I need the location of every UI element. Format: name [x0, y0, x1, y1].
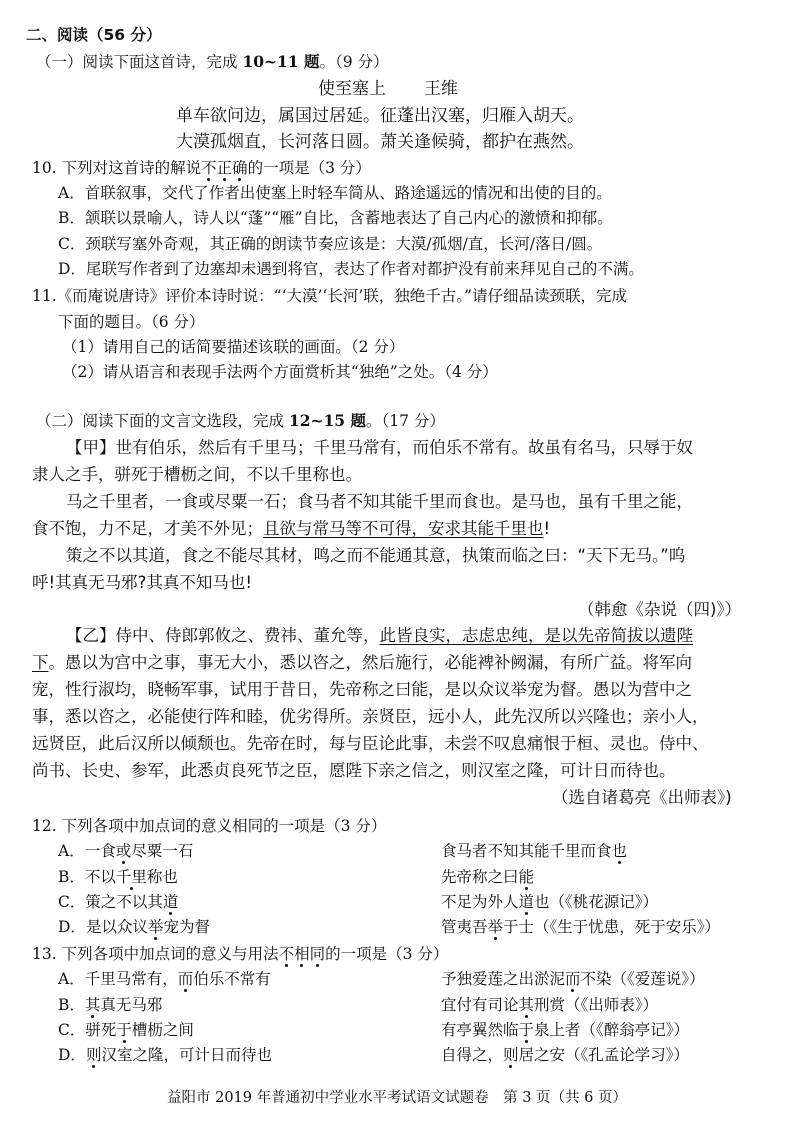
passage-jia-line-1: 【甲】世有伯乐，然后有千里马；千里马常有，而伯乐不常有。故虽有名马，只辱于奴	[66, 438, 693, 457]
q12-row-a: A．一食或尽粟一石 食马者不知其能千里而食也	[58, 842, 628, 860]
q10-option-b: B．颔联以景喻人，诗人以“蓬”“雁”自比，含蓄地表达了自己内心的激愤和抑郁。	[58, 209, 613, 227]
page-footer: 益阳市 2019 年普通初中学业水平考试语文试题卷 第 3 页（共 6 页）	[166, 1090, 627, 1106]
poem-title: 使至塞上	[318, 79, 386, 99]
passage-yi-line-5: 远贤臣，此后汉所以倾颓也。先帝在时，每与臣论此事，未尝不叹息痛恨于桓、灵也。侍中、	[32, 734, 709, 753]
q12-row-c: C．策之不以其道 不足为外人道也（《桃花源记》）	[58, 893, 659, 911]
q12-stem: 12. 下列各项中加点词的意义相同的一项是（3 分）	[32, 817, 387, 835]
q12-row-d: D．是以众议举宠为督 管夷吾举于士（《生于忧患，死于安乐》）	[58, 918, 721, 936]
section-title: 二、阅读（56 分）	[26, 26, 162, 44]
q11-stem-line-2: 下面的题目。（6 分）	[58, 313, 205, 331]
passage-yi-source: （选自诸葛亮《出师表》)	[552, 788, 732, 807]
part1-heading: （一）阅读下面这首诗，完成 10~11 题。（9 分）	[36, 52, 389, 71]
passage-yi-line-1: 【乙】侍中、侍郎郭攸之、费祎、董允等，此皆良实，志虑忠纯，是以先帝简拔以遗陛	[66, 626, 693, 645]
q13-row-d: D．则汉室之隆，可计日而待也 自得之，则居之安（《孔孟论学习》）	[58, 1046, 690, 1064]
q10-emphasis: 不正确	[201, 159, 248, 177]
q12-row-b: B．不以千里称也 先帝称之曰能	[58, 868, 535, 886]
q13-stem: 13. 下列各项中加点词的意义与用法不相同的一项是（3 分）	[32, 945, 449, 963]
q13-row-c: C．骈死于槽枥之间 有亭翼然临于泉上者（《醉翁亭记》）	[58, 1021, 690, 1039]
q11-subquestion-1: （1）请用自己的话简要描述该联的画面。（2 分）	[62, 338, 405, 356]
passage-jia-line-3: 马之千里者，一食或尽粟一石；食马者不知其能千里而食也。是马也，虽有千里之能，	[66, 492, 693, 511]
q11-stem-line-1: 11.《而庵说唐诗》评价本诗时说：“‘大漠’‘长河’联，独绝千古。”请仔细品读颈联，完成	[32, 287, 627, 305]
q10-option-a: A．首联叙事，交代了作者出使塞上时轻车简从、路途遥远的情况和出使的目的。	[58, 184, 612, 202]
passage-yi-line-3: 宠，性行淑均，晓畅军事，试用于昔日，先帝称之曰能，是以众议举宠为督。愚以为营中之	[32, 680, 692, 699]
passage-jia-source: （韩愈《杂说（四)》）	[578, 600, 742, 619]
passage-yi-line-4: 事，悉以咨之，必能使行阵和睦，优劣得所。亲贤臣，远小人，此先汉所以兴隆也；亲小人，	[32, 707, 709, 726]
passage-jia-line-6: 呼!其真无马邪?其真不知马也!	[32, 573, 252, 592]
q13-row-a: A．千里马常有，而伯乐不常有 予独爱莲之出淤泥而不染（《爱莲说》）	[58, 970, 705, 988]
q10-option-d: D．尾联写作者到了边塞却未遇到将官，表达了作者对都护没有前来拜见自己的不满。	[58, 260, 644, 278]
q13-row-b: B．其真无马邪 宜付有司论其刑赏（《出师表》）	[58, 996, 659, 1014]
passage-jia-line-4: 食不饱，力不足，才美不外见；且欲与常马等不可得，安求其能千里也!	[32, 519, 551, 538]
q10-stem: 10. 下列对这首诗的解说不正确的一项是（3 分）	[32, 159, 371, 177]
underlined-sentence-jia: 且欲与常马等不可得，安求其能千里也	[263, 519, 544, 538]
passage-yi-line-2: 下。愚以为宫中之事，事无大小，悉以咨之，然后施行，必能裨补阙漏，有所广益。将军向	[32, 653, 692, 672]
poem-line-1: 单车欲问边，属国过居延。征蓬出汉塞，归雁入胡天。	[176, 106, 584, 126]
passage-jia-line-5: 策之不以其道，食之不能尽其材，鸣之而不能通其意，执策而临之曰：“天下无马。”呜	[66, 546, 686, 565]
underlined-sentence-yi: 此皆良实，志虑忠纯，是以先帝简拔以遗陛	[379, 626, 693, 645]
q13-emphasis: 不相同	[278, 945, 326, 963]
q11-subquestion-2: （2）请从语言和表现手法两个方面赏析其“独绝”之处。（4 分）	[62, 363, 498, 381]
poem-line-2: 大漠孤烟直，长河落日圆。萧关逢候骑，都护在燕然。	[176, 132, 584, 152]
passage-yi-line-6: 尚书、长史、参军，此悉贞良死节之臣，愿陛下亲之信之，则汉室之隆，可计日而待也。	[32, 761, 676, 780]
part2-heading: （二）阅读下面的文言文选段，完成 12~15 题。（17 分）	[36, 411, 445, 430]
q10-option-c: C．颈联写塞外奇观，其正确的朗读节奏应该是：大漠/孤烟/直，长河/落日/圆。	[58, 235, 603, 253]
poem-author: 王维	[424, 79, 458, 99]
passage-jia-line-2: 隶人之手，骈死于槽枥之间，不以千里称也。	[32, 465, 362, 484]
